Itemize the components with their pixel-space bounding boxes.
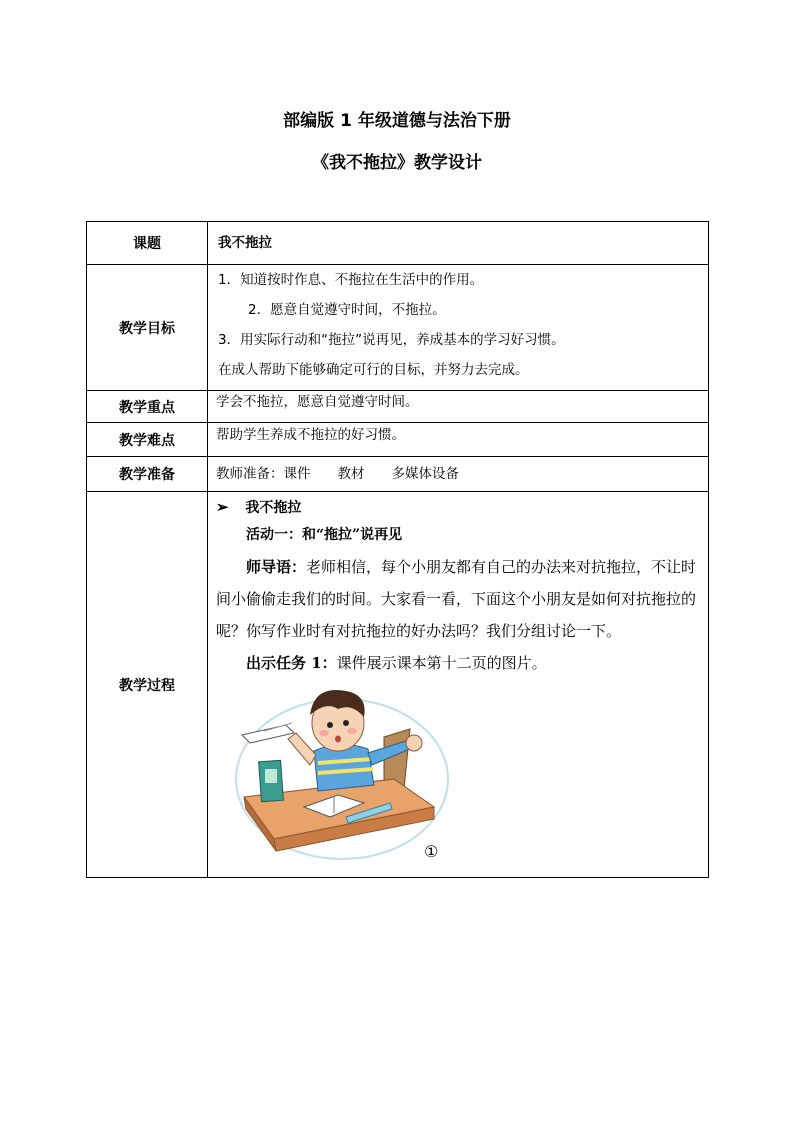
guide-label: 师导语：: [246, 558, 307, 576]
prep-value: 教师准备：课件 教材 多媒体设备: [216, 466, 459, 482]
document-title: 部编版 1 年级道德与法治下册: [283, 111, 511, 131]
difficulty-value: 帮助学生养成不拖拉的好习惯。: [216, 427, 405, 443]
task-paragraph: [216, 647, 700, 679]
goal-item: 2．愿意自觉遵守时间，不拖拉。: [248, 302, 446, 318]
row-difficulty: [87, 423, 709, 457]
goals-list: [208, 265, 708, 390]
goal-item: 1．知道按时作息、不拖拉在生活中的作用。: [218, 272, 484, 288]
process-heading: 我不拖拉: [245, 500, 302, 516]
topic-value: 我不拖拉: [218, 235, 272, 251]
row-prep: [87, 457, 709, 492]
label-process: 教学过程: [87, 492, 208, 878]
row-goals: [87, 265, 709, 391]
goal-item: 3．用实际行动和“拖拉”说再见，养成基本的学习好习惯。: [218, 332, 565, 348]
key-value: 学会不拖拉，愿意自觉遵守时间。: [216, 394, 419, 410]
arrow-bullet-icon: ➢: [216, 498, 229, 516]
task-label: 出示任务 1：: [246, 654, 337, 672]
row-process: [87, 492, 709, 878]
label-topic: 课题: [87, 222, 208, 265]
goal-item: 在成人帮助下能够确定可行的目标，并努力去完成。: [218, 362, 529, 378]
row-topic: [87, 222, 709, 265]
lesson-plan-table: [86, 221, 709, 878]
row-key: [87, 391, 709, 423]
label-prep: 教学准备: [87, 457, 208, 492]
figure-number: ①: [424, 842, 439, 861]
label-goals: 教学目标: [87, 265, 208, 391]
guide-text: 老师相信，每个小朋友都有自己的办法来对抗拖拉，不让时间小偷偷走我们的时间。大家看一看，下面这个小朋友是如何对抗拖拉的呢？你写作业时有对抗拖拉的好办法吗？我们分组讨论一下。: [216, 558, 697, 640]
textbook-illustration: [234, 679, 464, 859]
activity-title: 活动一：和“拖拉”说再见: [246, 527, 403, 543]
task-text: 课件展示课本第十二页的图片。: [336, 654, 547, 672]
label-key: 教学重点: [87, 391, 208, 423]
process-heading-line: [216, 496, 700, 519]
label-difficulty: 教学难点: [87, 423, 208, 457]
guide-paragraph: [216, 551, 700, 647]
document-subtitle: 《我不拖拉》教学设计: [312, 153, 482, 173]
process-content: [208, 492, 708, 865]
boy-doing-homework-illustration: [234, 679, 464, 864]
